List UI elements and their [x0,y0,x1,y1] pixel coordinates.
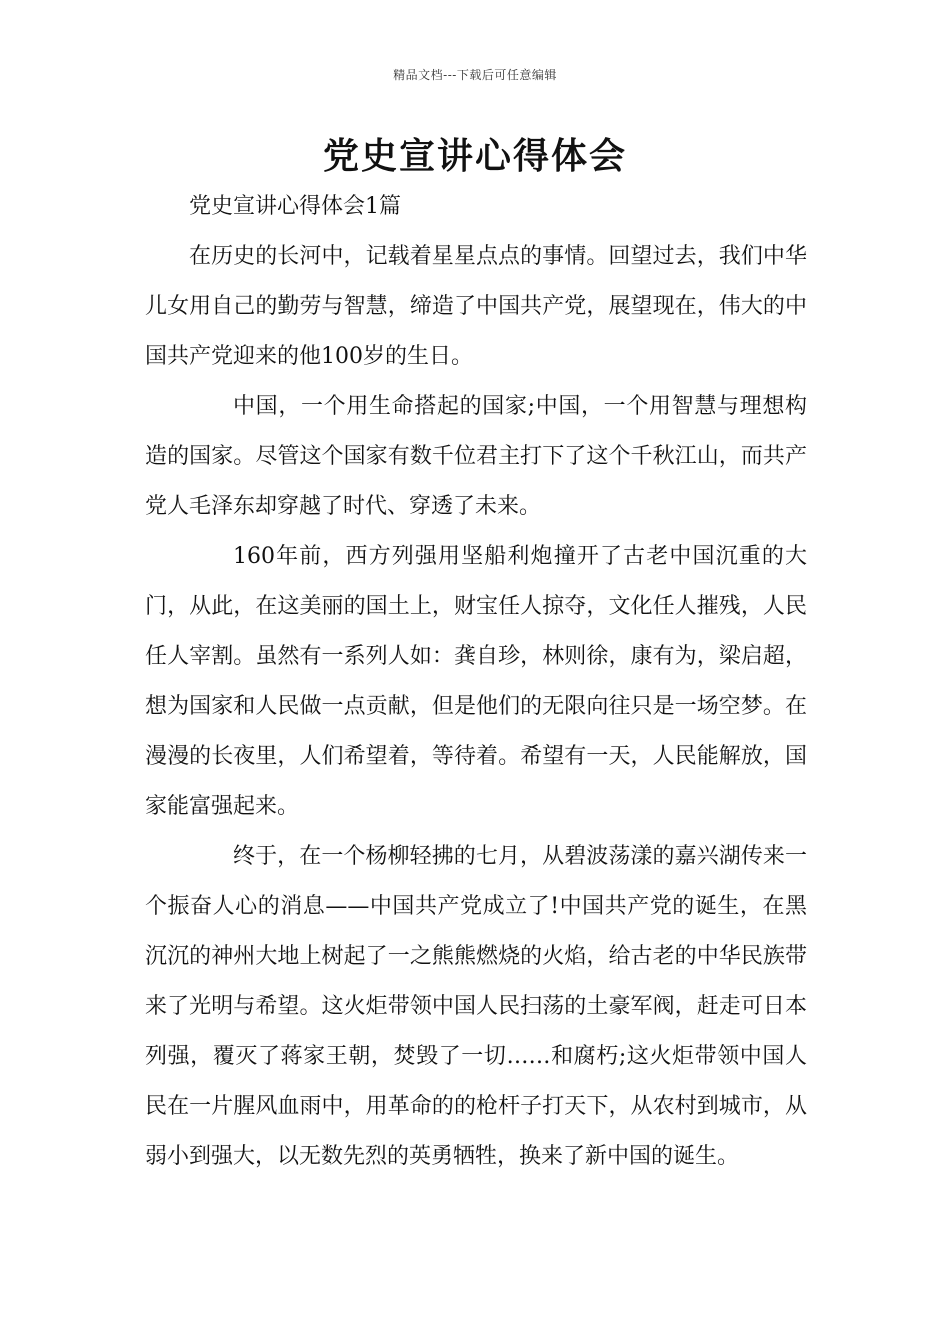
document-title: 党史宣讲心得体会 [322,135,627,177]
document-subtitle: 党史宣讲心得体会1篇 [189,194,401,219]
header-note: 精品文档---下载后可任意编辑 [393,68,557,82]
document-body [145,182,807,1182]
paragraph-4: 终于，在一个杨柳轻拂的七月，从碧波荡漾的嘉兴湖传来一个振奋人心的消息——中国共产党成立了!中国共产党的诞生，在黑沉沉的神州大地上树起了一之熊熊燃烧的火焰，给古老的中华民族带来了光明与希望。这火炬带领中国人民扫荡的土豪军阀，赶走可日本列强，覆灭了蒋家王朝，焚毁了一切……和腐朽;这火炬带领中国人民在一片腥风血雨中，用革命的的枪杆子打天下，从农村到城市，从弱小到强大，以无数先烈的英勇牺牲，换来了新中国的诞生。 [145,844,807,1169]
paragraph-3: 160年前，西方列强用坚船利炮撞开了古老中国沉重的大门，从此，在这美丽的国土上，财宝任人掠夺，文化任人摧残，人民任人宰割。虽然有一系列人如：龚自珍，林则徐，康有为，梁启超，想为国家和人民做一点贡献，但是他们的无限向往只是一场空梦。在漫漫的长夜里，人们希望着，等待着。希望有一天，人民能解放，国家能富强起来。 [145,544,807,819]
paragraph-1: 在历史的长河中，记载着星星点点的事情。回望过去，我们中华儿女用自己的勤劳与智慧，缔造了中国共产党，展望现在，伟大的中国共产党迎来的他100岁的生日。 [145,244,807,369]
paragraph-2: 中国，一个用生命搭起的国家;中国，一个用智慧与理想构造的国家。尽管这个国家有数千位君主打下了这个千秋江山，而共产党人毛泽东却穿越了时代、穿透了未来。 [145,394,807,519]
